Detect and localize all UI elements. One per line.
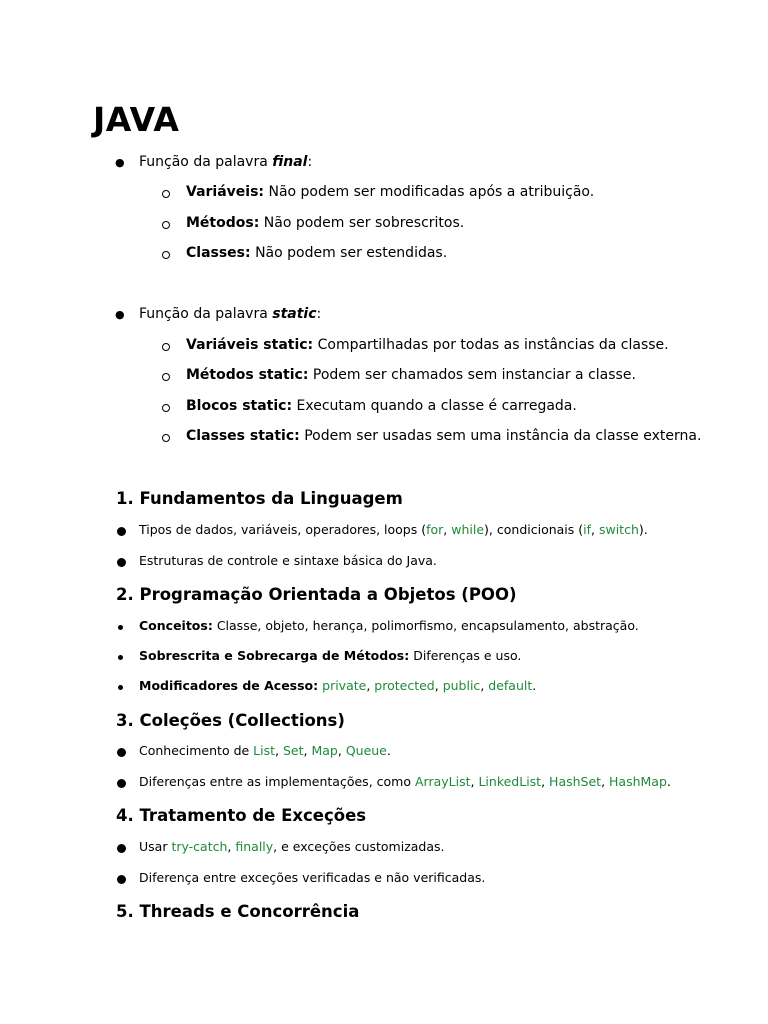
- bullet-circle: [162, 373, 170, 381]
- code-keyword: public: [442, 678, 481, 693]
- item-desc: Podem ser usadas sem uma instância da classe externa.: [299, 428, 702, 444]
- separator: ,: [434, 678, 443, 693]
- item-text: ), condicionais (: [484, 522, 584, 537]
- list-item: Diferença entre exceções verificadas e não verificadas.: [139, 870, 486, 885]
- section-heading: 1. Fundamentos da Linguagem: [116, 489, 403, 508]
- item-term: Métodos:: [186, 215, 260, 231]
- code-keyword: protected: [374, 678, 435, 693]
- intro-keyword-final: final: [272, 154, 308, 170]
- bullet-disc: ●: [115, 308, 125, 321]
- list-item: [186, 245, 447, 261]
- intro-keyword-static: static: [272, 306, 317, 322]
- list-item: [186, 184, 594, 200]
- bullet-disc: ●: [115, 156, 125, 169]
- bullet-dot: [117, 748, 126, 757]
- bullet-dot: [117, 844, 126, 853]
- item-desc: Não podem ser sobrescritos.: [259, 215, 465, 231]
- separator: ,: [366, 678, 375, 693]
- separator: ,: [337, 743, 346, 758]
- item-desc: Não podem ser modificadas após a atribuição.: [264, 184, 595, 200]
- item-term: Modificadores de Acesso:: [139, 678, 319, 693]
- code-keyword: switch: [598, 522, 639, 537]
- list-item: [186, 398, 577, 414]
- list-item: [186, 367, 636, 383]
- item-text: ).: [638, 522, 648, 537]
- bullet-dot: [118, 685, 123, 690]
- code-keyword: Set: [282, 743, 304, 758]
- section-heading: 4. Tratamento de Exceções: [116, 806, 367, 825]
- item-desc: Compartilhadas por todas as instâncias da classe.: [313, 337, 669, 353]
- bullet-circle: [162, 251, 170, 259]
- item-desc: Executam quando a classe é carregada.: [292, 398, 577, 414]
- bullet-dot: [117, 779, 126, 788]
- item-desc: Não podem ser estendidas.: [250, 245, 448, 261]
- final-intro: [139, 154, 312, 170]
- bullet-circle: [162, 404, 170, 412]
- code-keyword: if: [583, 522, 592, 537]
- item-term: Blocos static:: [186, 398, 293, 414]
- code-keyword: HashMap: [609, 774, 667, 789]
- list-item: [139, 678, 536, 693]
- code-keyword: private: [322, 678, 367, 693]
- static-intro: [139, 306, 321, 322]
- list-item: [139, 618, 639, 633]
- bullet-dot: [117, 558, 126, 567]
- list-item: [186, 215, 464, 231]
- separator: ,: [275, 743, 283, 758]
- section-heading: 3. Coleções (Collections): [116, 711, 345, 730]
- separator: ,: [227, 839, 236, 854]
- bullet-circle: [162, 221, 170, 229]
- list-item: [139, 743, 391, 758]
- code-keyword: while: [451, 522, 485, 537]
- item-desc: Diferenças e uso.: [409, 648, 522, 663]
- separator: ,: [541, 774, 550, 789]
- separator: ,: [480, 678, 489, 693]
- list-item: [186, 337, 669, 353]
- item-term: Classes static:: [186, 428, 300, 444]
- code-keyword: ArrayList: [414, 774, 471, 789]
- item-text: Usar: [139, 839, 172, 854]
- intro-suffix: :: [316, 306, 322, 322]
- code-keyword: Queue: [345, 743, 387, 758]
- item-text: ,: [443, 522, 452, 537]
- bullet-circle: [162, 190, 170, 198]
- item-term: Classes:: [186, 245, 251, 261]
- code-keyword: default: [488, 678, 533, 693]
- intro-suffix: :: [307, 154, 313, 170]
- intro-prefix: Função da palavra: [139, 154, 273, 170]
- code-keyword: for: [426, 522, 444, 537]
- separator: .: [386, 743, 391, 758]
- code-keyword: HashSet: [549, 774, 602, 789]
- code-keyword: finally: [235, 839, 274, 854]
- section-heading: 2. Programação Orientada a Objetos (POO): [116, 585, 517, 604]
- code-keyword: try-catch: [171, 839, 228, 854]
- item-text: ,: [591, 522, 599, 537]
- separator: ,: [601, 774, 610, 789]
- item-text: Diferenças entre as implementações, como: [139, 774, 415, 789]
- item-text: Tipos de dados, variáveis, operadores, loops (: [139, 522, 427, 537]
- intro-prefix: Função da palavra: [139, 306, 273, 322]
- list-item: Estruturas de controle e sintaxe básica do Java.: [139, 553, 437, 568]
- bullet-circle: [162, 343, 170, 351]
- bullet-dot: [118, 655, 123, 660]
- item-term: Métodos static:: [186, 367, 309, 383]
- section-heading: 5. Threads e Concorrência: [116, 902, 360, 921]
- bullet-dot: [117, 875, 126, 884]
- item-term: Conceitos:: [139, 618, 213, 633]
- bullet-dot: [117, 527, 126, 536]
- item-desc: Classe, objeto, herança, polimorfismo, encapsulamento, abstração.: [212, 618, 639, 633]
- bullet-dot: [118, 625, 123, 630]
- list-item: [139, 648, 521, 663]
- list-item: [139, 839, 445, 854]
- code-keyword: LinkedList: [478, 774, 542, 789]
- page-title: JAVA: [93, 100, 180, 139]
- list-item: [139, 522, 648, 537]
- item-text: Conhecimento de: [139, 743, 254, 758]
- separator: .: [532, 678, 537, 693]
- item-desc: Podem ser chamados sem instanciar a classe.: [308, 367, 636, 383]
- code-keyword: Map: [311, 743, 338, 758]
- separator: ,: [303, 743, 312, 758]
- bullet-circle: [162, 434, 170, 442]
- list-item: [139, 774, 671, 789]
- item-term: Variáveis static:: [186, 337, 314, 353]
- code-keyword: List: [253, 743, 276, 758]
- separator: ,: [470, 774, 479, 789]
- item-term: Sobrescrita e Sobrecarga de Métodos:: [139, 648, 410, 663]
- item-text: , e exceções customizadas.: [273, 839, 445, 854]
- separator: .: [666, 774, 671, 789]
- list-item: [186, 428, 701, 444]
- item-term: Variáveis:: [186, 184, 265, 200]
